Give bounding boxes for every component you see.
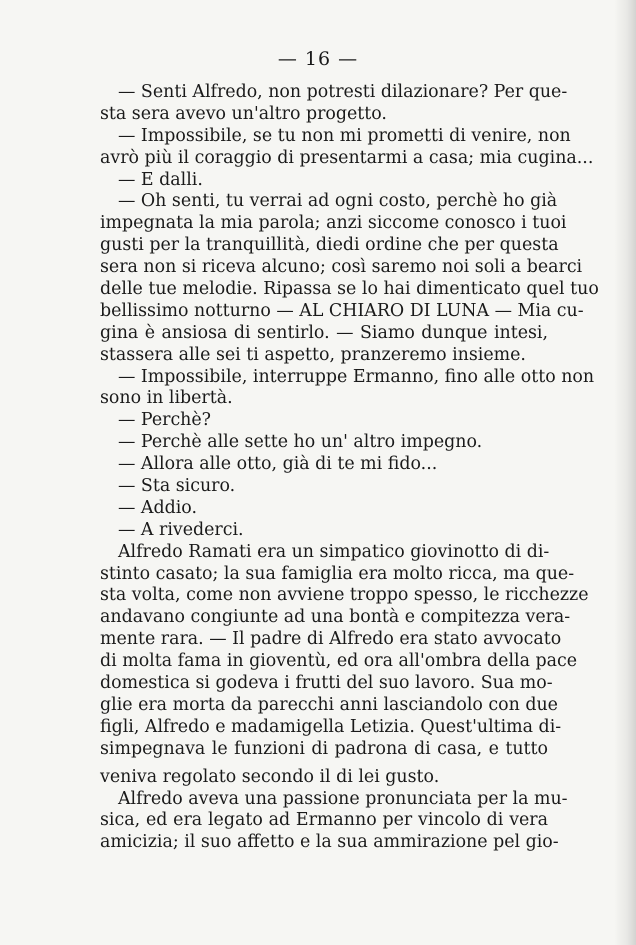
text-line: — Perchè? — [118, 410, 211, 431]
text-line: veniva regolato secondo il di lei gusto. — [100, 766, 440, 787]
page-number: — 16 — — [277, 48, 359, 70]
text-line: — Addio. — [118, 497, 197, 518]
text-line: mente rara. — Il padre di Alfredo era stato avvocato — [100, 629, 562, 650]
text-line: — Oh senti, tu verrai ad ogni costo, perchè ho già — [118, 191, 558, 212]
text-line: — E dalli. — [118, 169, 203, 190]
text-line: glie era morta da parecchi anni lasciandolo con due — [100, 694, 558, 715]
text-line: gusti per la tranquillità, diedi ordine che per questa — [100, 235, 559, 256]
text-line: stinto casato; la sua famiglia era molto ricca, ma que- — [100, 563, 575, 584]
page-edge-shadow — [614, 0, 636, 945]
text-line: andavano congiunte ad una bontà e compitezza vera- — [100, 607, 571, 628]
text-line: bellissimo notturno — AL CHIARO DI LUNA — Mia cu- — [100, 300, 584, 321]
text-line: — Impossibile, se tu non mi prometti di venire, non — [118, 125, 571, 146]
text-line: Alfredo aveva una passione pronunciata per la mu- — [118, 788, 568, 809]
text-line: — Perchè alle sette ho un' altro impegno. — [118, 432, 483, 453]
text-line: gina è ansiosa di sentirlo. — Siamo dunque intesi, — [100, 322, 548, 343]
text-line: Alfredo Ramati era un simpatico giovinotto di di- — [118, 541, 550, 562]
text-line: delle tue melodie. Ripassa se lo hai dimenticato quel tuo — [100, 279, 599, 300]
text-line: amicizia; il suo affetto e la sua ammirazione pel gio- — [100, 832, 559, 853]
text-line: di molta fama in gioventù, ed ora all'ombra della pace — [100, 651, 578, 672]
text-line: figli, Alfredo e madamigella Letizia. Quest'ultima di- — [100, 716, 562, 737]
text-line: sono in libertà. — [100, 388, 233, 409]
text-line: — Impossibile, interruppe Ermanno, fino alle otto non — [118, 366, 595, 387]
text-line: — A rivederci. — [118, 519, 244, 540]
text-line: sica, ed era legato ad Ermanno per vincolo di vera — [100, 810, 548, 831]
text-line: — Sta sicuro. — [118, 476, 236, 497]
text-line: sta sera avevo un'altro progetto. — [100, 103, 387, 124]
body-text — [100, 82, 599, 854]
text-line: sta volta, come non avviene troppo spesso, le ricchezze — [100, 585, 589, 606]
text-line: — Senti Alfredo, non potresti dilazionare? Per que- — [118, 82, 568, 102]
text-line: — Allora alle otto, già di te mi fido... — [118, 454, 438, 475]
text-line: stassera alle sei ti aspetto, pranzeremo insieme. — [100, 344, 526, 365]
text-line: simpegnava le funzioni di padrona di casa, e tutto — [100, 738, 548, 759]
text-line: avrò più il coraggio di presentarmi a casa; mia cugina... — [100, 147, 594, 168]
text-line: sera non si riceva alcuno; così saremo noi soli a bearci — [100, 257, 583, 278]
text-line: domestica si godeva i frutti del suo lavoro. Sua mo- — [100, 673, 553, 694]
text-line: impegnata la mia parola; anzi siccome conosco i tuoi — [100, 213, 567, 234]
